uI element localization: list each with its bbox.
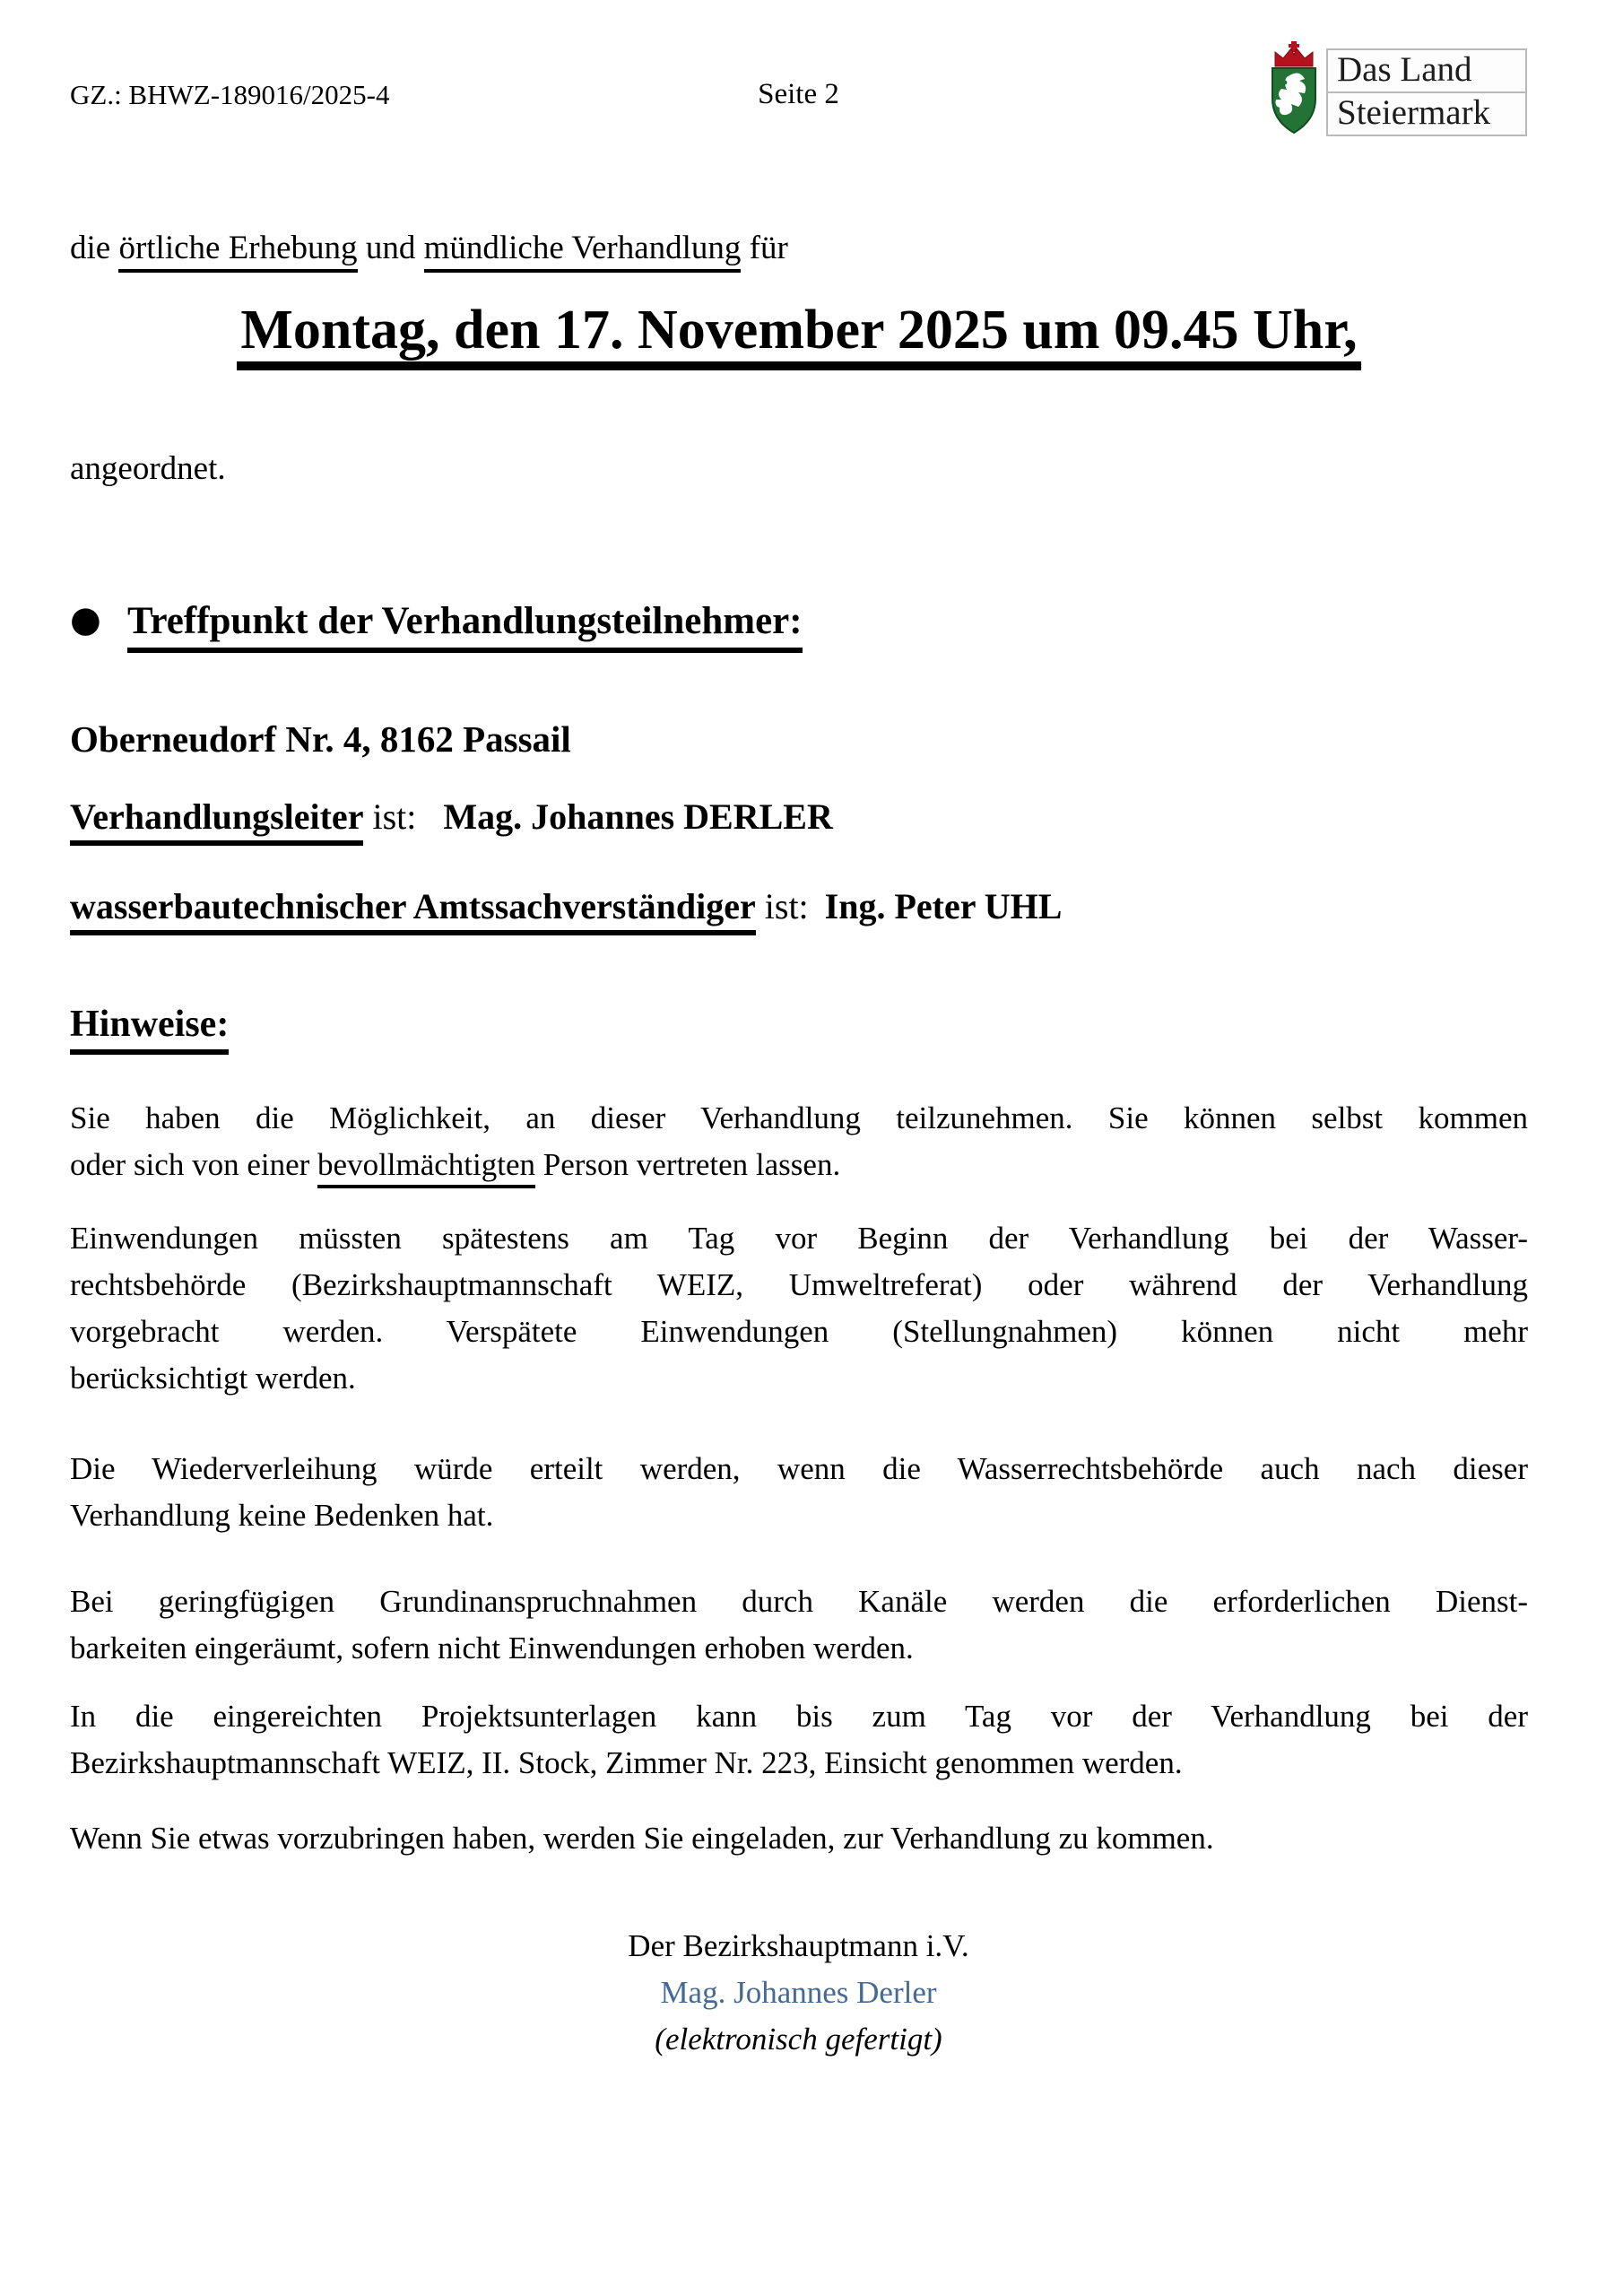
- text-segment: Einwendungen müssten spätestens am Tag vor Beginn der Verhandlung bei der Wasser-: [70, 1221, 1528, 1256]
- meeting-address: Oberneudorf Nr. 4, 8162 Passail: [70, 718, 571, 760]
- angeordnet-line: angeordnet.: [70, 450, 226, 487]
- text-segment: örtliche Erhebung: [118, 230, 357, 273]
- paragraph-line: [70, 1355, 1528, 1402]
- text-segment: In die eingereichten Projektsunterlagen kann bis zum Tag vor der Verhandlung bei der: [70, 1699, 1528, 1734]
- text-segment: Verhandlungsleiter: [70, 796, 363, 846]
- intro-line: [70, 228, 1528, 269]
- text-segment: für: [741, 230, 788, 266]
- hinweise-heading-text: Hinweise:: [70, 1003, 229, 1055]
- paragraph-line: [70, 1625, 1528, 1672]
- paragraph-line: [70, 1095, 1528, 1142]
- steiermark-logo: [1267, 41, 1527, 136]
- paragraph-line: [70, 1492, 1528, 1539]
- logo-text-das-land: Das Land: [1326, 48, 1527, 93]
- paragraph-einsicht: [70, 1693, 1528, 1787]
- paragraph-objections: [70, 1215, 1528, 1402]
- text-segment: mündliche Verhandlung: [424, 230, 742, 273]
- text-segment: Die Wiederverleihung würde erteilt werden, wenn die Wasserrechtsbehörde auch nach dieser: [70, 1451, 1528, 1486]
- paragraph-line: [70, 1142, 1528, 1188]
- text-segment: wasserbautechnischer Amtssachverständiger: [70, 886, 756, 935]
- page-number: Seite 2: [758, 78, 839, 110]
- text-segment: ist:: [363, 796, 417, 837]
- paragraph-line: [70, 1578, 1528, 1625]
- text-segment: oder sich von einer: [70, 1147, 318, 1182]
- logo-text-steiermark: Steiermark: [1326, 91, 1527, 136]
- text-segment: ist:: [755, 886, 809, 926]
- text-segment: barkeiten eingeräumt, sofern nicht Einwendungen erhoben werden.: [70, 1631, 914, 1665]
- text-segment: Bezirkshauptmannschaft WEIZ, II. Stock, Zimmer Nr. 223, Einsicht genommen werden.: [70, 1745, 1183, 1780]
- paragraph-dienstbarkeiten: [70, 1578, 1528, 1672]
- date-heading-wrapper: [70, 300, 1528, 370]
- text-segment: Sie haben die Möglichkeit, an dieser Verhandlung teilzunehmen. Sie können selbst kommen: [70, 1100, 1528, 1135]
- text-segment: und: [357, 230, 424, 266]
- meeting-point-item: [70, 599, 1528, 653]
- paragraph-wiederverleihung: [70, 1446, 1528, 1539]
- paragraph-line: [70, 1815, 1528, 1862]
- text-segment: Bei geringfügigen Grundinanspruchnahmen durch Kanäle werden die erforderlichen Dienst-: [70, 1584, 1528, 1619]
- text-segment: rechtsbehörde (Bezirkshauptmannschaft WEIZ, Umweltreferat) oder während der Verhandlung: [70, 1267, 1528, 1302]
- paragraph-participation: [70, 1095, 1528, 1188]
- signature-role: Der Bezirkshauptmann i.V.: [628, 1928, 969, 1963]
- steiermark-coat-of-arms-icon: [1267, 41, 1321, 135]
- paragraph-einladung: [70, 1815, 1528, 1862]
- text-segment: Mag. Johannes DERLER: [443, 796, 833, 837]
- text-segment: Ing. Peter UHL: [824, 886, 1063, 926]
- paragraph-line: [70, 1446, 1528, 1492]
- text-segment: die: [70, 230, 119, 266]
- paragraph-line: [70, 1740, 1528, 1787]
- hearing-date-heading: Montag, den 17. November 2025 um 09.45 Uhr,: [237, 305, 1360, 370]
- logo-wordmark: [1326, 48, 1527, 136]
- text-segment: bevollmächtigten: [317, 1147, 535, 1188]
- file-reference-number: GZ.: BHWZ-189016/2025-4: [70, 79, 390, 110]
- hinweise-heading: [70, 1003, 229, 1055]
- text-segment: berücksichtigt werden.: [70, 1361, 356, 1396]
- bullet-icon: ●: [70, 599, 101, 640]
- paragraph-line: [70, 1693, 1528, 1740]
- text-segment: Verhandlung keine Bedenken hat.: [70, 1498, 494, 1533]
- hearing-leader-line: [70, 796, 1528, 838]
- technical-expert-line: [70, 886, 1528, 927]
- paragraph-line: [70, 1309, 1528, 1355]
- paragraph-line: [70, 1215, 1528, 1262]
- meeting-point-title: Treffpunkt der Verhandlungsteilnehmer:: [127, 599, 803, 653]
- signature-electronic-note: (elektronisch gefertigt): [655, 2022, 942, 2057]
- text-segment: Wenn Sie etwas vorzubringen haben, werden Sie eingeladen, zur Verhandlung zu kommen.: [70, 1821, 1214, 1856]
- text-segment: vorgebracht werden. Verspätete Einwendungen (Stellungnahmen) können nicht mehr: [70, 1314, 1528, 1349]
- signature-name: Mag. Johannes Derler: [660, 1975, 937, 2010]
- paragraph-line: [70, 1262, 1528, 1309]
- text-segment: Person vertreten lassen.: [535, 1147, 841, 1182]
